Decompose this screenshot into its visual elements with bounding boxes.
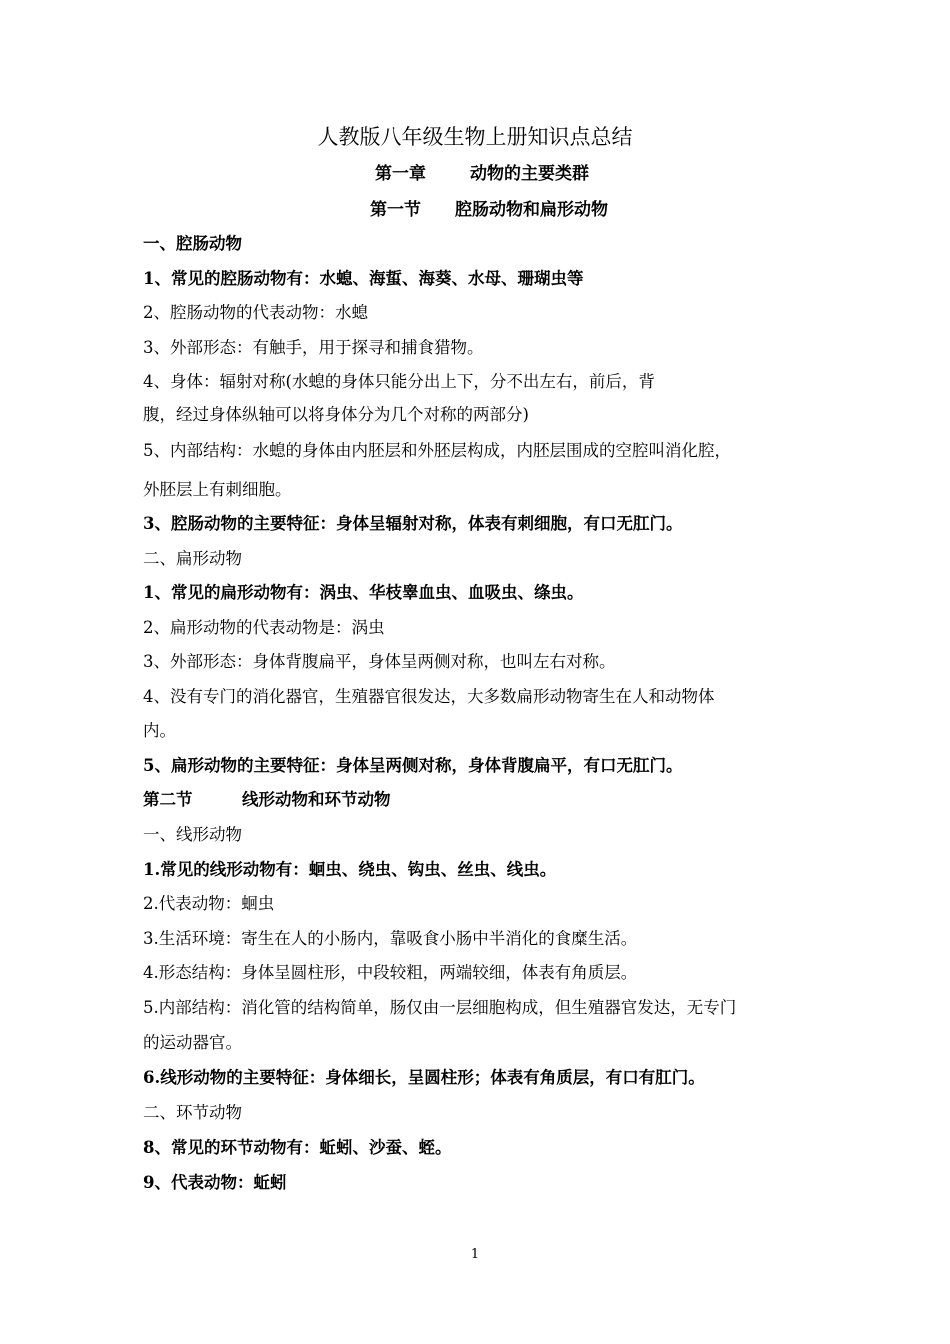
- text-line: 5.内部结构：消化管的结构简单，肠仅由一层细胞构成，但生殖器官发达，无专门: [143, 998, 737, 1017]
- text-line: 9、代表动物：蚯蚓: [143, 1173, 287, 1192]
- text-line: 2、扁形动物的代表动物是：涡虫: [143, 618, 385, 637]
- chapter-name: 动物的主要类群: [470, 164, 589, 184]
- text-line: 一、腔肠动物: [143, 234, 242, 253]
- text-line: 3、腔肠动物的主要特征：身体呈辐射对称，体表有刺细胞，有口无肛门。: [143, 514, 683, 533]
- section-name: 腔肠动物和扁形动物: [455, 200, 608, 220]
- text-line: 8、常见的环节动物有：蚯蚓、沙蚕、蛭。: [143, 1138, 452, 1157]
- text-line: 内。: [143, 721, 176, 740]
- page-title: 人教版八年级生物上册知识点总结: [317, 125, 633, 149]
- text-line: 3、外部形态：身体背腹扁平，身体呈两侧对称，也叫左右对称。: [143, 652, 616, 671]
- text-line: 4.形态结构：身体呈圆柱形，中段较粗，两端较细，体表有角质层。: [143, 963, 638, 982]
- text-line: 3、外部形态：有触手，用于探寻和捕食猎物。: [143, 338, 484, 357]
- text-line: 一、线形动物: [143, 825, 242, 844]
- text-line: 1、常见的扁形动物有：涡虫、华枝睾血虫、血吸虫、绦虫。: [143, 583, 584, 602]
- text-line: 腹，经过身体纵轴可以将身体分为几个对称的两部分): [143, 405, 529, 424]
- text-line: 5、扁形动物的主要特征：身体呈两侧对称，身体背腹扁平，有口无肛门。: [143, 756, 683, 775]
- text-line: 2、腔肠动物的代表动物：水螅: [143, 303, 368, 322]
- text-line: 外胚层上有刺细胞。: [143, 480, 292, 499]
- text-line: 二、环节动物: [143, 1103, 242, 1122]
- text-line: 5、内部结构：水螅的身体由内胚层和外胚层构成，内胚层围成的空腔叫消化腔，: [143, 441, 731, 460]
- section-label: 第一节: [370, 200, 421, 220]
- page-number: 1: [470, 1247, 480, 1262]
- text-line: 1.常见的线形动物有：蛔虫、绕虫、钩虫、丝虫、线虫。: [143, 860, 557, 879]
- text-line: 2.代表动物：蛔虫: [143, 894, 275, 913]
- text-line: 二、扁形动物: [143, 549, 242, 568]
- text-line: 1、常见的腔肠动物有：水螅、海蜇、海葵、水母、珊瑚虫等: [143, 269, 584, 288]
- text-line: 3.生活环境：寄生在人的小肠内，靠吸食小肠中半消化的食糜生活。: [143, 929, 638, 948]
- chapter-label: 第一章: [375, 164, 426, 184]
- text-line: 4、没有专门的消化器官，生殖器官很发达，大多数扁形动物寄生在人和动物体: [143, 687, 715, 706]
- text-line: 的运动器官。: [143, 1033, 242, 1052]
- text-line: 第二节 线形动物和环节动物: [143, 790, 391, 809]
- text-line: 4、身体：辐射对称(水螅的身体只能分出上下，分不出左右，前后，背: [143, 372, 655, 391]
- text-line: 6.线形动物的主要特征：身体细长，呈圆柱形；体表有角质层，有口有肛门。: [143, 1068, 705, 1087]
